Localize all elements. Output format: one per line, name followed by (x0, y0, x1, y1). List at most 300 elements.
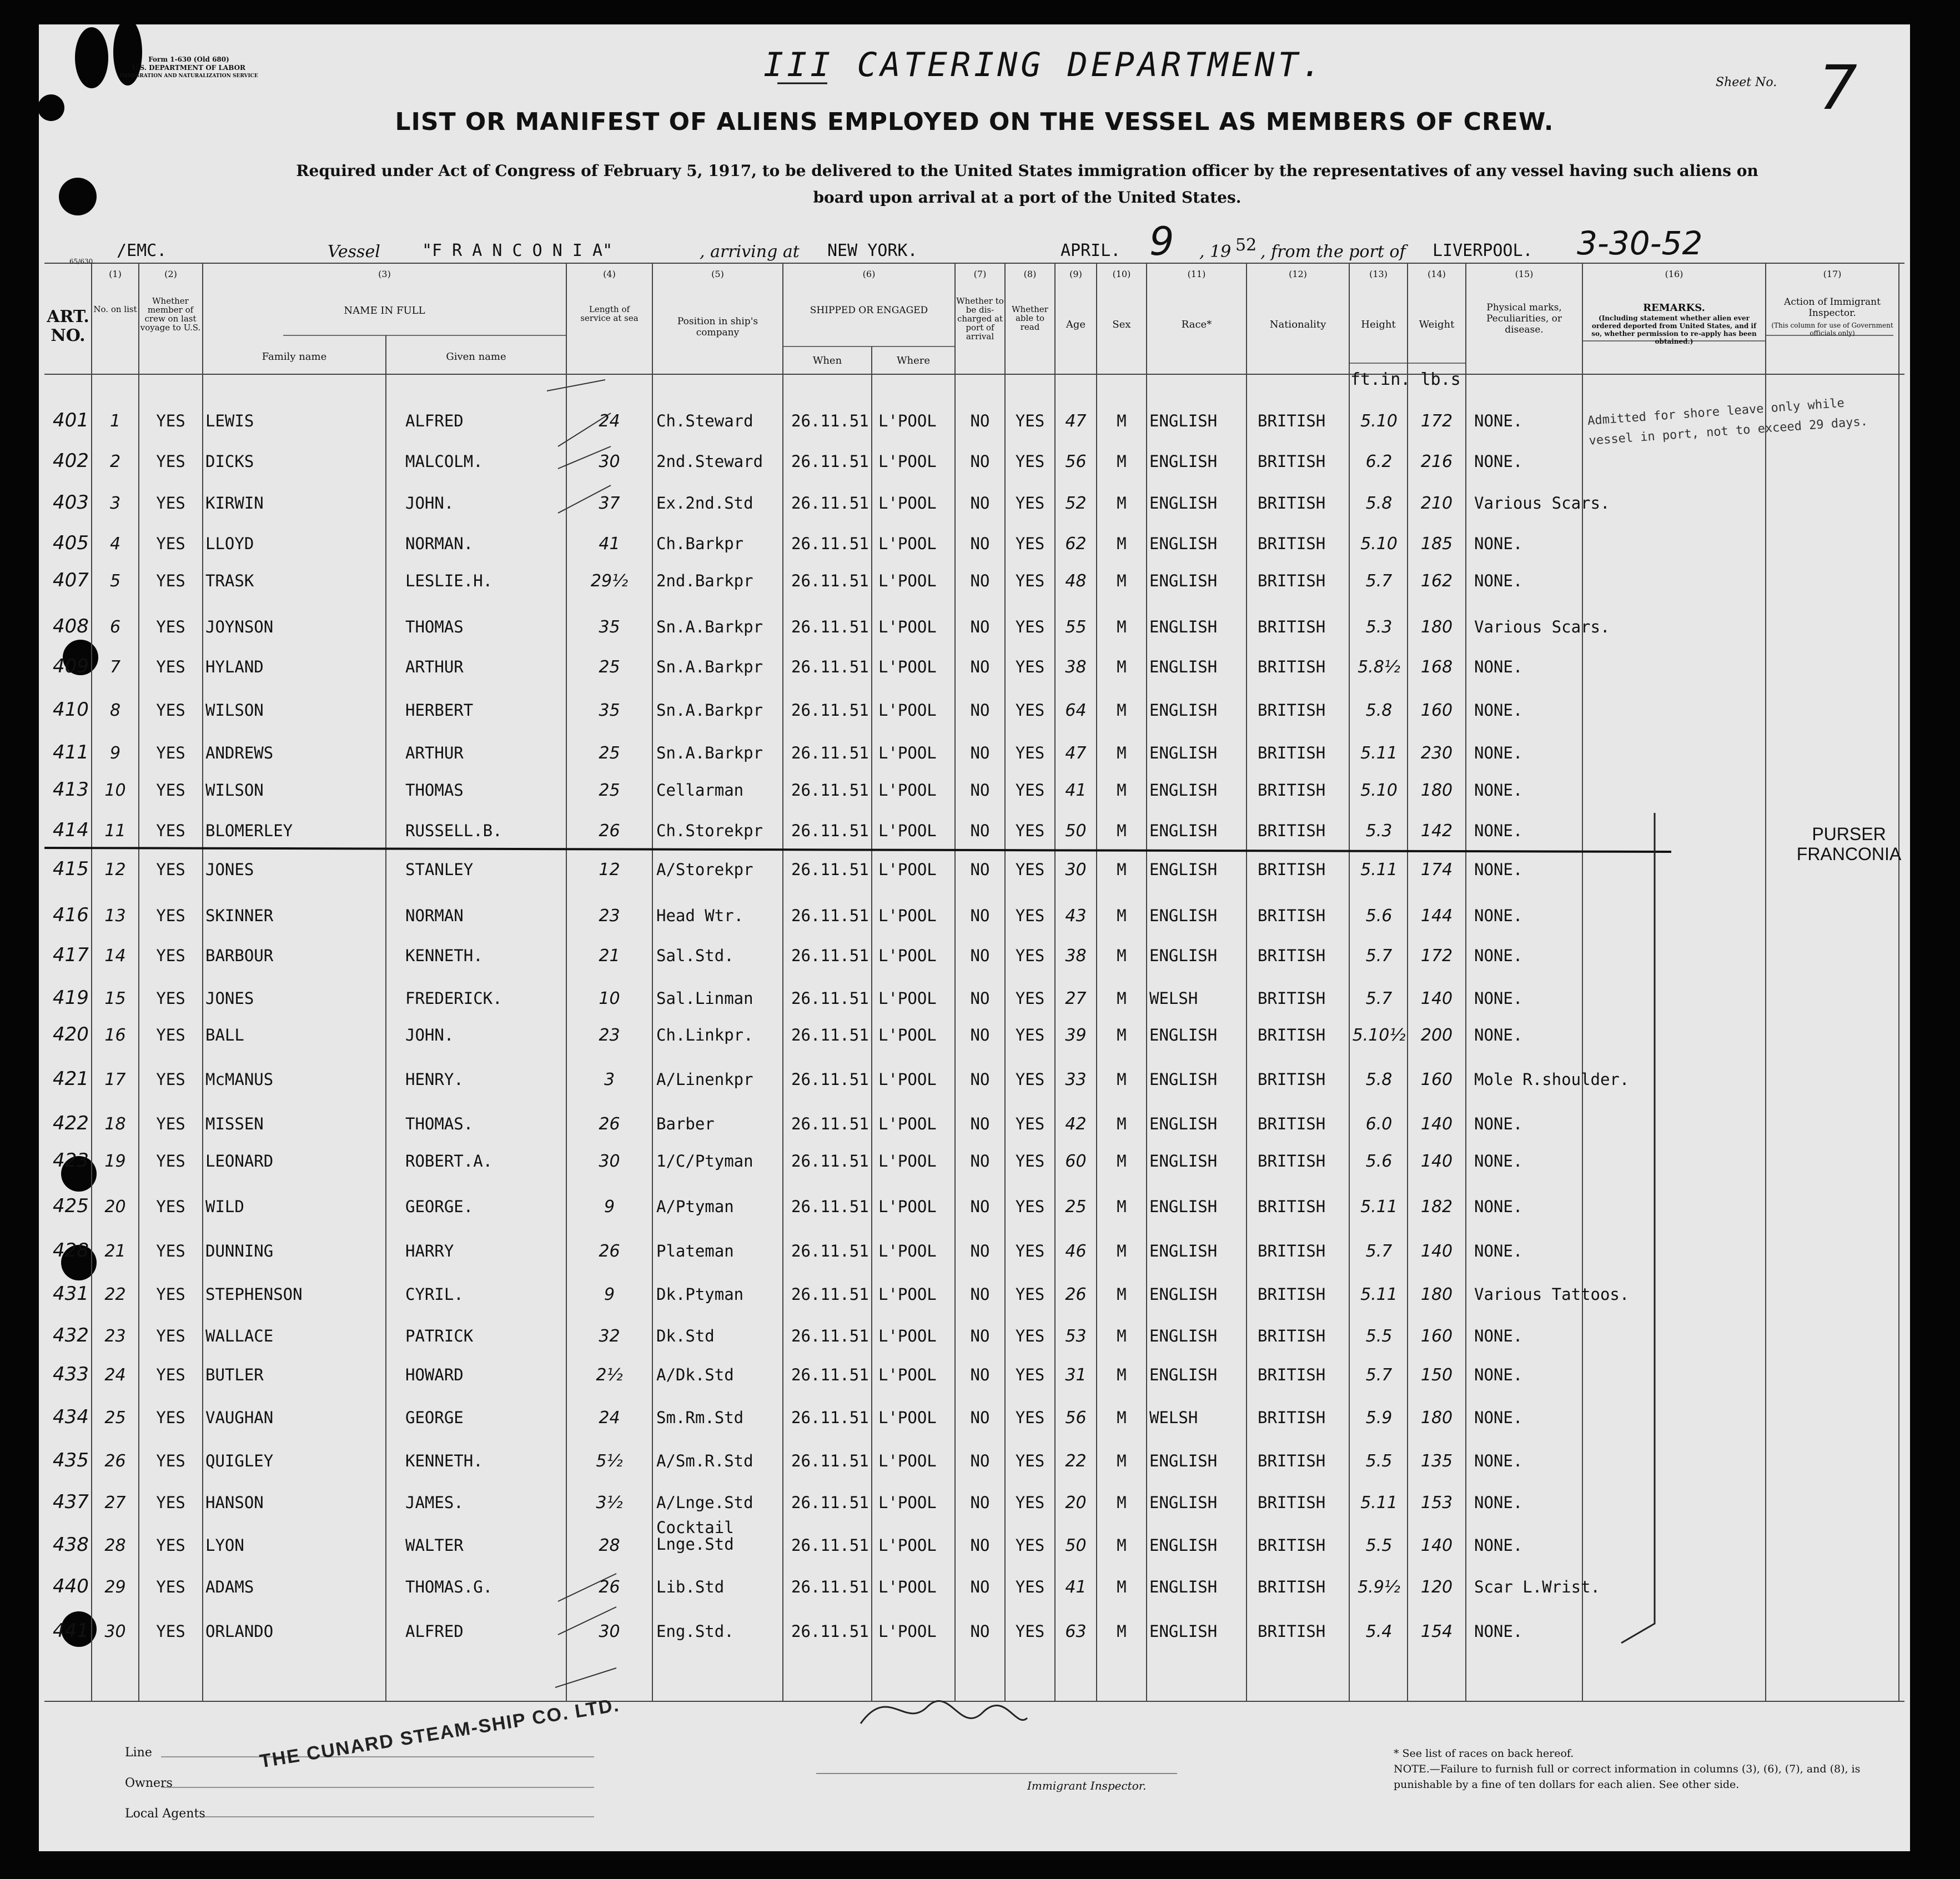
header-length-of-service: Length of service at sea (580, 304, 639, 323)
art-number: 425 (53, 1195, 89, 1217)
cell-sex: M (1117, 1622, 1127, 1641)
cell-position: Cellarman (656, 781, 744, 800)
cell-weight: 174 (1420, 860, 1453, 880)
cell-read: YES (1015, 1114, 1045, 1133)
cell-weight: 135 (1420, 1451, 1453, 1471)
cell-given: PATRICK (405, 1327, 474, 1345)
cell-no: 11 (104, 821, 126, 841)
cell-no: 29 (104, 1577, 126, 1597)
manifest-sheet (39, 24, 1910, 1851)
cell-height: 5.9 (1365, 1408, 1393, 1428)
cell-family: DICKS (205, 452, 254, 471)
header-where: Where (896, 355, 930, 366)
cell-position: Ex.2nd.Std (656, 494, 753, 513)
cell-service: 30 (599, 1622, 620, 1641)
cell-marks: NONE. (1474, 1451, 1523, 1470)
cell-no: 30 (104, 1622, 126, 1641)
header-nationality: Nationality (1269, 319, 1326, 330)
cell-service: 26 (599, 1577, 620, 1597)
footer-note (1394, 1746, 1893, 1792)
cell-nationality: BRITISH (1258, 1114, 1326, 1133)
header-discharged: Whether to be dis-charged at port of arrival (956, 296, 1004, 341)
cell-family: SKINNER (205, 906, 274, 925)
cell-crew: YES (156, 989, 185, 1008)
art-number: 420 (53, 1023, 89, 1046)
cell-position: Dk.Ptyman (656, 1285, 744, 1304)
header-position: Position in ship's company (677, 316, 758, 338)
cell-nationality: BRITISH (1258, 657, 1326, 676)
cell-when: 26.11.51 (791, 571, 869, 590)
emc-code: /EMC. (117, 241, 167, 260)
cell-marks: Various Scars. (1474, 494, 1610, 513)
cell-age: 43 (1065, 906, 1087, 926)
cell-given: HARRY (405, 1242, 454, 1260)
year-prefix: , 19 (1199, 242, 1232, 262)
cell-service: 3½ (596, 1493, 623, 1513)
cell-given: KENNETH. (405, 946, 483, 965)
page-subtitle: Required under Act of Congress of February 5, 1917, to be delivered to the United States immigration officer by the representatives of any vessel having such aliens on board upon arrival at a port of the United States. (296, 162, 1758, 207)
cell-race: ENGLISH (1149, 657, 1218, 676)
col-num: (12) (1289, 269, 1307, 279)
cell-marks: NONE. (1474, 1197, 1523, 1216)
cell-read: YES (1015, 1622, 1045, 1641)
cell-when: 26.11.51 (791, 1242, 869, 1260)
cell-nationality: BRITISH (1258, 1026, 1326, 1044)
purser-stamp-line: PURSER (1812, 824, 1886, 844)
cell-service: 30 (599, 452, 620, 471)
cell-no: 27 (104, 1493, 126, 1513)
cell-discharged: NO (970, 701, 990, 720)
cell-where: L'POOL (878, 534, 937, 553)
footer-owners-label: Owners (125, 1776, 173, 1790)
cell-when: 26.11.51 (791, 1408, 869, 1427)
cell-age: 52 (1065, 494, 1087, 513)
cell-discharged: NO (970, 1536, 990, 1555)
cell-height: 5.6 (1365, 1152, 1393, 1171)
cell-where: L'POOL (878, 494, 937, 513)
cell-age: 41 (1065, 1577, 1087, 1597)
cell-service: 10 (599, 989, 620, 1008)
cell-position: Lib.Std (656, 1577, 725, 1596)
col-num: (5) (711, 269, 724, 279)
cell-race: ENGLISH (1149, 821, 1218, 840)
cell-race: ENGLISH (1149, 1451, 1218, 1470)
cell-height: 5.11 (1360, 1285, 1398, 1304)
purser-stamp (1788, 824, 1910, 864)
cell-marks: Mole R.shoulder. (1474, 1070, 1630, 1089)
cell-sex: M (1117, 1026, 1127, 1044)
cell-service: 30 (599, 1152, 620, 1171)
cell-weight: 144 (1420, 906, 1453, 926)
cell-nationality: BRITISH (1258, 701, 1326, 720)
arrival-day: 9 (1149, 219, 1174, 264)
cell-crew: YES (156, 1577, 185, 1596)
cell-given: THOMAS.G. (405, 1577, 493, 1596)
cell-where: L'POOL (878, 1408, 937, 1427)
arriving-label: , arriving at (700, 242, 800, 262)
cell-crew: YES (156, 1451, 185, 1470)
immigration-service: IMMIGRATION AND NATURALIZATION SERVICE (119, 73, 258, 79)
cell-nationality: BRITISH (1258, 411, 1326, 430)
cell-marks: NONE. (1474, 1242, 1523, 1260)
sheet-label: Sheet No. (1716, 76, 1777, 89)
cell-family: WILSON (205, 781, 264, 800)
cell-age: 47 (1065, 743, 1087, 763)
cell-read: YES (1015, 743, 1045, 762)
cell-no: 18 (104, 1114, 126, 1134)
cell-position: Plateman (656, 1242, 734, 1260)
cell-where: L'POOL (878, 1536, 937, 1555)
footer-line-label: Line (125, 1746, 152, 1760)
cell-race: ENGLISH (1149, 1327, 1218, 1345)
cell-age: 20 (1065, 1493, 1087, 1513)
cell-service: 29½ (590, 571, 629, 591)
cell-discharged: NO (970, 1285, 990, 1304)
cell-sex: M (1117, 989, 1127, 1008)
cell-family: JONES (205, 860, 254, 879)
cell-when: 26.11.51 (791, 701, 869, 720)
cell-discharged: NO (970, 657, 990, 676)
cell-read: YES (1015, 1197, 1045, 1216)
cell-nationality: BRITISH (1258, 860, 1326, 879)
cell-when: 26.11.51 (791, 1152, 869, 1170)
cell-sex: M (1117, 1152, 1127, 1170)
cell-when: 26.11.51 (791, 1327, 869, 1345)
cell-given: LESLIE.H. (405, 571, 493, 590)
cell-no: 1 (109, 411, 121, 431)
cell-race: ENGLISH (1149, 411, 1218, 430)
header-family-name: Family name (262, 351, 327, 363)
cell-sex: M (1117, 1327, 1127, 1345)
cell-marks: NONE. (1474, 743, 1523, 762)
cell-nationality: BRITISH (1258, 452, 1326, 471)
cell-height: 5.11 (1360, 743, 1398, 763)
cell-discharged: NO (970, 534, 990, 553)
art-number: 440 (53, 1575, 89, 1597)
cell-height: 5.11 (1360, 1197, 1398, 1217)
cell-crew: YES (156, 1152, 185, 1170)
cell-sex: M (1117, 1070, 1127, 1089)
cell-no: 19 (104, 1152, 126, 1171)
cell-no: 20 (104, 1197, 126, 1217)
cell-age: 64 (1065, 701, 1087, 720)
cell-race: ENGLISH (1149, 1285, 1218, 1304)
art-number: 422 (53, 1112, 89, 1134)
sheet-number: 7 (1818, 52, 1857, 123)
cell-marks: NONE. (1474, 1493, 1523, 1512)
cell-marks: NONE. (1474, 1408, 1523, 1427)
cell-given: THOMAS (405, 781, 464, 800)
cell-crew: YES (156, 1242, 185, 1260)
cell-sex: M (1117, 1577, 1127, 1596)
cell-discharged: NO (970, 946, 990, 965)
cell-height: 5.4 (1365, 1622, 1393, 1641)
cell-race: ENGLISH (1149, 571, 1218, 590)
cell-where: L'POOL (878, 657, 937, 676)
cell-race: ENGLISH (1149, 1197, 1218, 1216)
cell-no: 17 (104, 1070, 126, 1089)
cell-service: 5½ (596, 1451, 623, 1471)
art-number: 435 (53, 1449, 89, 1471)
cell-sex: M (1117, 1197, 1127, 1216)
cell-weight: 153 (1420, 1493, 1453, 1513)
cell-family: LYON (205, 1536, 244, 1555)
cell-service: 9 (604, 1285, 615, 1304)
footer-agents-label: Local Agents (125, 1807, 205, 1821)
cell-where: L'POOL (878, 781, 937, 800)
cell-position: 1/C/Ptyman (656, 1152, 753, 1170)
art-number: 434 (53, 1406, 89, 1428)
cell-family: KIRWIN (205, 494, 264, 513)
cell-where: L'POOL (878, 411, 937, 430)
cell-discharged: NO (970, 1451, 990, 1470)
cell-read: YES (1015, 989, 1045, 1008)
cell-weight: 160 (1420, 701, 1453, 720)
cell-family: WILSON (205, 701, 264, 720)
cell-nationality: BRITISH (1258, 1408, 1326, 1427)
cell-given: MALCOLM. (405, 452, 483, 471)
cell-read: YES (1015, 411, 1045, 430)
cell-service: 2½ (596, 1365, 623, 1385)
cell-weight: 162 (1420, 571, 1453, 591)
cell-family: WILD (205, 1197, 244, 1216)
cell-where: L'POOL (878, 821, 937, 840)
cell-age: 42 (1065, 1114, 1087, 1134)
cell-position: Sn.A.Barkpr (656, 657, 763, 676)
col-num: (15) (1515, 269, 1534, 279)
cell-where: L'POOL (878, 1114, 937, 1133)
cell-crew: YES (156, 821, 185, 840)
cell-no: 5 (109, 571, 121, 591)
cell-family: LLOYD (205, 534, 254, 553)
cell-crew: YES (156, 452, 185, 471)
art-number: 428 (53, 1239, 89, 1262)
cell-discharged: NO (970, 1327, 990, 1345)
cell-when: 26.11.51 (791, 1493, 869, 1512)
cell-when: 26.11.51 (791, 821, 869, 840)
cell-given: FREDERICK. (405, 989, 502, 1008)
inspector-signature (861, 1701, 1027, 1724)
cell-when: 26.11.51 (791, 860, 869, 879)
cell-sex: M (1117, 821, 1127, 840)
cell-no: 23 (104, 1327, 126, 1346)
cell-no: 24 (104, 1365, 126, 1385)
cell-family: ADAMS (205, 1577, 254, 1596)
cell-no: 28 (104, 1536, 126, 1555)
cell-family: VAUGHAN (205, 1408, 274, 1427)
cell-height: 5.11 (1360, 860, 1398, 880)
cell-marks: NONE. (1474, 1114, 1523, 1133)
cell-family: ORLANDO (205, 1622, 274, 1641)
punch-hole (59, 178, 97, 215)
cell-marks: NONE. (1474, 989, 1523, 1008)
cell-height: 5.10 (1360, 534, 1398, 554)
cell-discharged: NO (970, 1577, 990, 1596)
cell-age: 56 (1065, 1408, 1087, 1428)
art-number: 441 (53, 1620, 89, 1642)
cell-service: 3 (604, 1070, 615, 1089)
cell-nationality: BRITISH (1258, 946, 1326, 965)
cell-family: WALLACE (205, 1327, 274, 1345)
cell-read: YES (1015, 821, 1045, 840)
cell-discharged: NO (970, 1152, 990, 1170)
cell-race: ENGLISH (1149, 743, 1218, 762)
cell-position: Cocktail Lnge.Std (656, 1518, 734, 1554)
cell-marks: Scar L.Wrist. (1474, 1577, 1600, 1596)
header-remarks: REMARKS. (1643, 302, 1705, 314)
cell-given: ARTHUR (405, 657, 464, 676)
cell-discharged: NO (970, 906, 990, 925)
header-no-on-list: No. on list (93, 304, 137, 314)
col-num: (11) (1187, 269, 1206, 279)
cell-when: 26.11.51 (791, 1577, 869, 1596)
header-action-sub: (This column for use of Government officials only) (1771, 321, 1893, 337)
cell-nationality: BRITISH (1258, 743, 1326, 762)
cell-race: ENGLISH (1149, 1152, 1218, 1170)
col-num: (4) (603, 269, 616, 279)
cell-where: L'POOL (878, 617, 937, 636)
cell-family: BALL (205, 1026, 244, 1044)
header-action-inspector: Action of Immigrant Inspector. (1784, 297, 1881, 319)
cell-nationality: BRITISH (1258, 1197, 1326, 1216)
cell-race: WELSH (1149, 989, 1198, 1008)
cell-crew: YES (156, 571, 185, 590)
col-num: (1) (109, 269, 122, 279)
cell-family: DUNNING (205, 1242, 274, 1260)
cell-when: 26.11.51 (791, 781, 869, 800)
cell-position: A/Dk.Std (656, 1365, 734, 1384)
cell-race: ENGLISH (1149, 534, 1218, 553)
cell-service: 25 (599, 743, 620, 763)
cell-when: 26.11.51 (791, 494, 869, 513)
cell-nationality: BRITISH (1258, 494, 1326, 513)
cell-when: 26.11.51 (791, 1536, 869, 1555)
cell-race: ENGLISH (1149, 1365, 1218, 1384)
cell-crew: YES (156, 1408, 185, 1427)
cell-discharged: NO (970, 821, 990, 840)
cell-marks: NONE. (1474, 411, 1523, 430)
cell-marks: NONE. (1474, 860, 1523, 879)
penalty-note: NOTE.—Failure to furnish full or correct information in columns (3), (6), (7), and (8), is punishable by a fine of ten dollars for each alien. See other side. (1394, 1763, 1861, 1791)
cell-nationality: BRITISH (1258, 989, 1326, 1008)
header-art-no: ART. NO. (47, 307, 89, 345)
cell-height: 5.10 (1360, 411, 1398, 431)
art-number: 423 (53, 1149, 89, 1172)
cell-height: 5.3 (1365, 821, 1393, 841)
art-number: 414 (53, 819, 89, 841)
cell-weight: 180 (1420, 617, 1453, 637)
header-able-to-read: Whether able to read (1012, 304, 1048, 332)
cell-nationality: BRITISH (1258, 1365, 1326, 1384)
units-label: ft.in. lb.s (1350, 370, 1461, 389)
cell-height: 5.3 (1365, 617, 1393, 637)
cell-crew: YES (156, 743, 185, 762)
cell-read: YES (1015, 1451, 1045, 1470)
cell-height: 5.8½ (1358, 657, 1400, 677)
cell-when: 26.11.51 (791, 1451, 869, 1470)
cell-crew: YES (156, 701, 185, 720)
cell-given: ROBERT.A. (405, 1152, 493, 1170)
header-name-in-full: NAME IN FULL (344, 305, 425, 316)
cell-marks: Various Tattoos. (1474, 1285, 1630, 1304)
cell-crew: YES (156, 494, 185, 513)
col-num: (6) (862, 269, 876, 279)
arrival-month: APRIL. (1061, 241, 1121, 260)
cell-discharged: NO (970, 1365, 990, 1384)
vessel-name: "F R A N C O N I A" (422, 241, 613, 260)
cell-position: Sal.Std. (656, 946, 734, 965)
cell-crew: YES (156, 1026, 185, 1044)
cell-crew: YES (156, 1197, 185, 1216)
cell-no: 6 (109, 617, 121, 637)
cell-height: 5.7 (1365, 989, 1393, 1008)
cell-no: 16 (104, 1026, 126, 1045)
cell-position: Ch.Storekpr (656, 821, 763, 840)
cell-no: 25 (104, 1408, 126, 1428)
cell-weight: 180 (1420, 1408, 1453, 1428)
cell-discharged: NO (970, 617, 990, 636)
cell-read: YES (1015, 534, 1045, 553)
art-number: 408 (53, 615, 89, 637)
cell-position: A/Ptyman (656, 1197, 734, 1216)
cell-marks: Various Scars. (1474, 617, 1610, 636)
cell-position: Dk.Std (656, 1327, 715, 1345)
cell-given: HERBERT (405, 701, 474, 720)
cell-when: 26.11.51 (791, 989, 869, 1008)
cell-race: ENGLISH (1149, 906, 1218, 925)
cell-discharged: NO (970, 781, 990, 800)
cell-where: L'POOL (878, 860, 937, 879)
cell-sex: M (1117, 411, 1127, 430)
cell-service: 28 (599, 1536, 620, 1555)
cell-where: L'POOL (878, 906, 937, 925)
form-ref: 65/630. (69, 258, 96, 265)
cell-sex: M (1117, 1285, 1127, 1304)
cell-weight: 140 (1420, 1242, 1453, 1261)
cell-given: ARTHUR (405, 743, 464, 762)
cell-height: 5.11 (1360, 1493, 1398, 1513)
cell-weight: 210 (1420, 494, 1453, 513)
cell-height: 5.7 (1365, 1365, 1393, 1385)
art-number: 421 (53, 1068, 89, 1090)
cell-where: L'POOL (878, 1026, 937, 1044)
cell-marks: NONE. (1474, 1327, 1523, 1345)
cell-discharged: NO (970, 452, 990, 471)
cell-sex: M (1117, 743, 1127, 762)
cell-weight: 154 (1420, 1622, 1453, 1641)
cell-weight: 142 (1420, 821, 1453, 841)
art-number: 417 (53, 944, 89, 966)
cell-when: 26.11.51 (791, 534, 869, 553)
cell-service: 12 (599, 860, 620, 880)
cell-where: L'POOL (878, 743, 937, 762)
cell-crew: YES (156, 1070, 185, 1089)
cell-nationality: BRITISH (1258, 571, 1326, 590)
cell-given: WALTER (405, 1536, 464, 1555)
cell-weight: 140 (1420, 1152, 1453, 1171)
cell-age: 22 (1065, 1451, 1087, 1471)
cell-position: A/Sm.R.Std (656, 1451, 753, 1470)
header-height: Height (1361, 319, 1396, 330)
cell-weight: 180 (1420, 781, 1453, 800)
art-number: 401 (53, 409, 89, 431)
cell-marks: NONE. (1474, 534, 1523, 553)
col-num: (2) (164, 269, 177, 279)
cell-position: Ch.Steward (656, 411, 753, 430)
col-num: (9) (1069, 269, 1082, 279)
header-crew-last-voyage: Whether member of crew on last voyage to U.S. (140, 296, 201, 333)
cell-race: ENGLISH (1149, 452, 1218, 471)
